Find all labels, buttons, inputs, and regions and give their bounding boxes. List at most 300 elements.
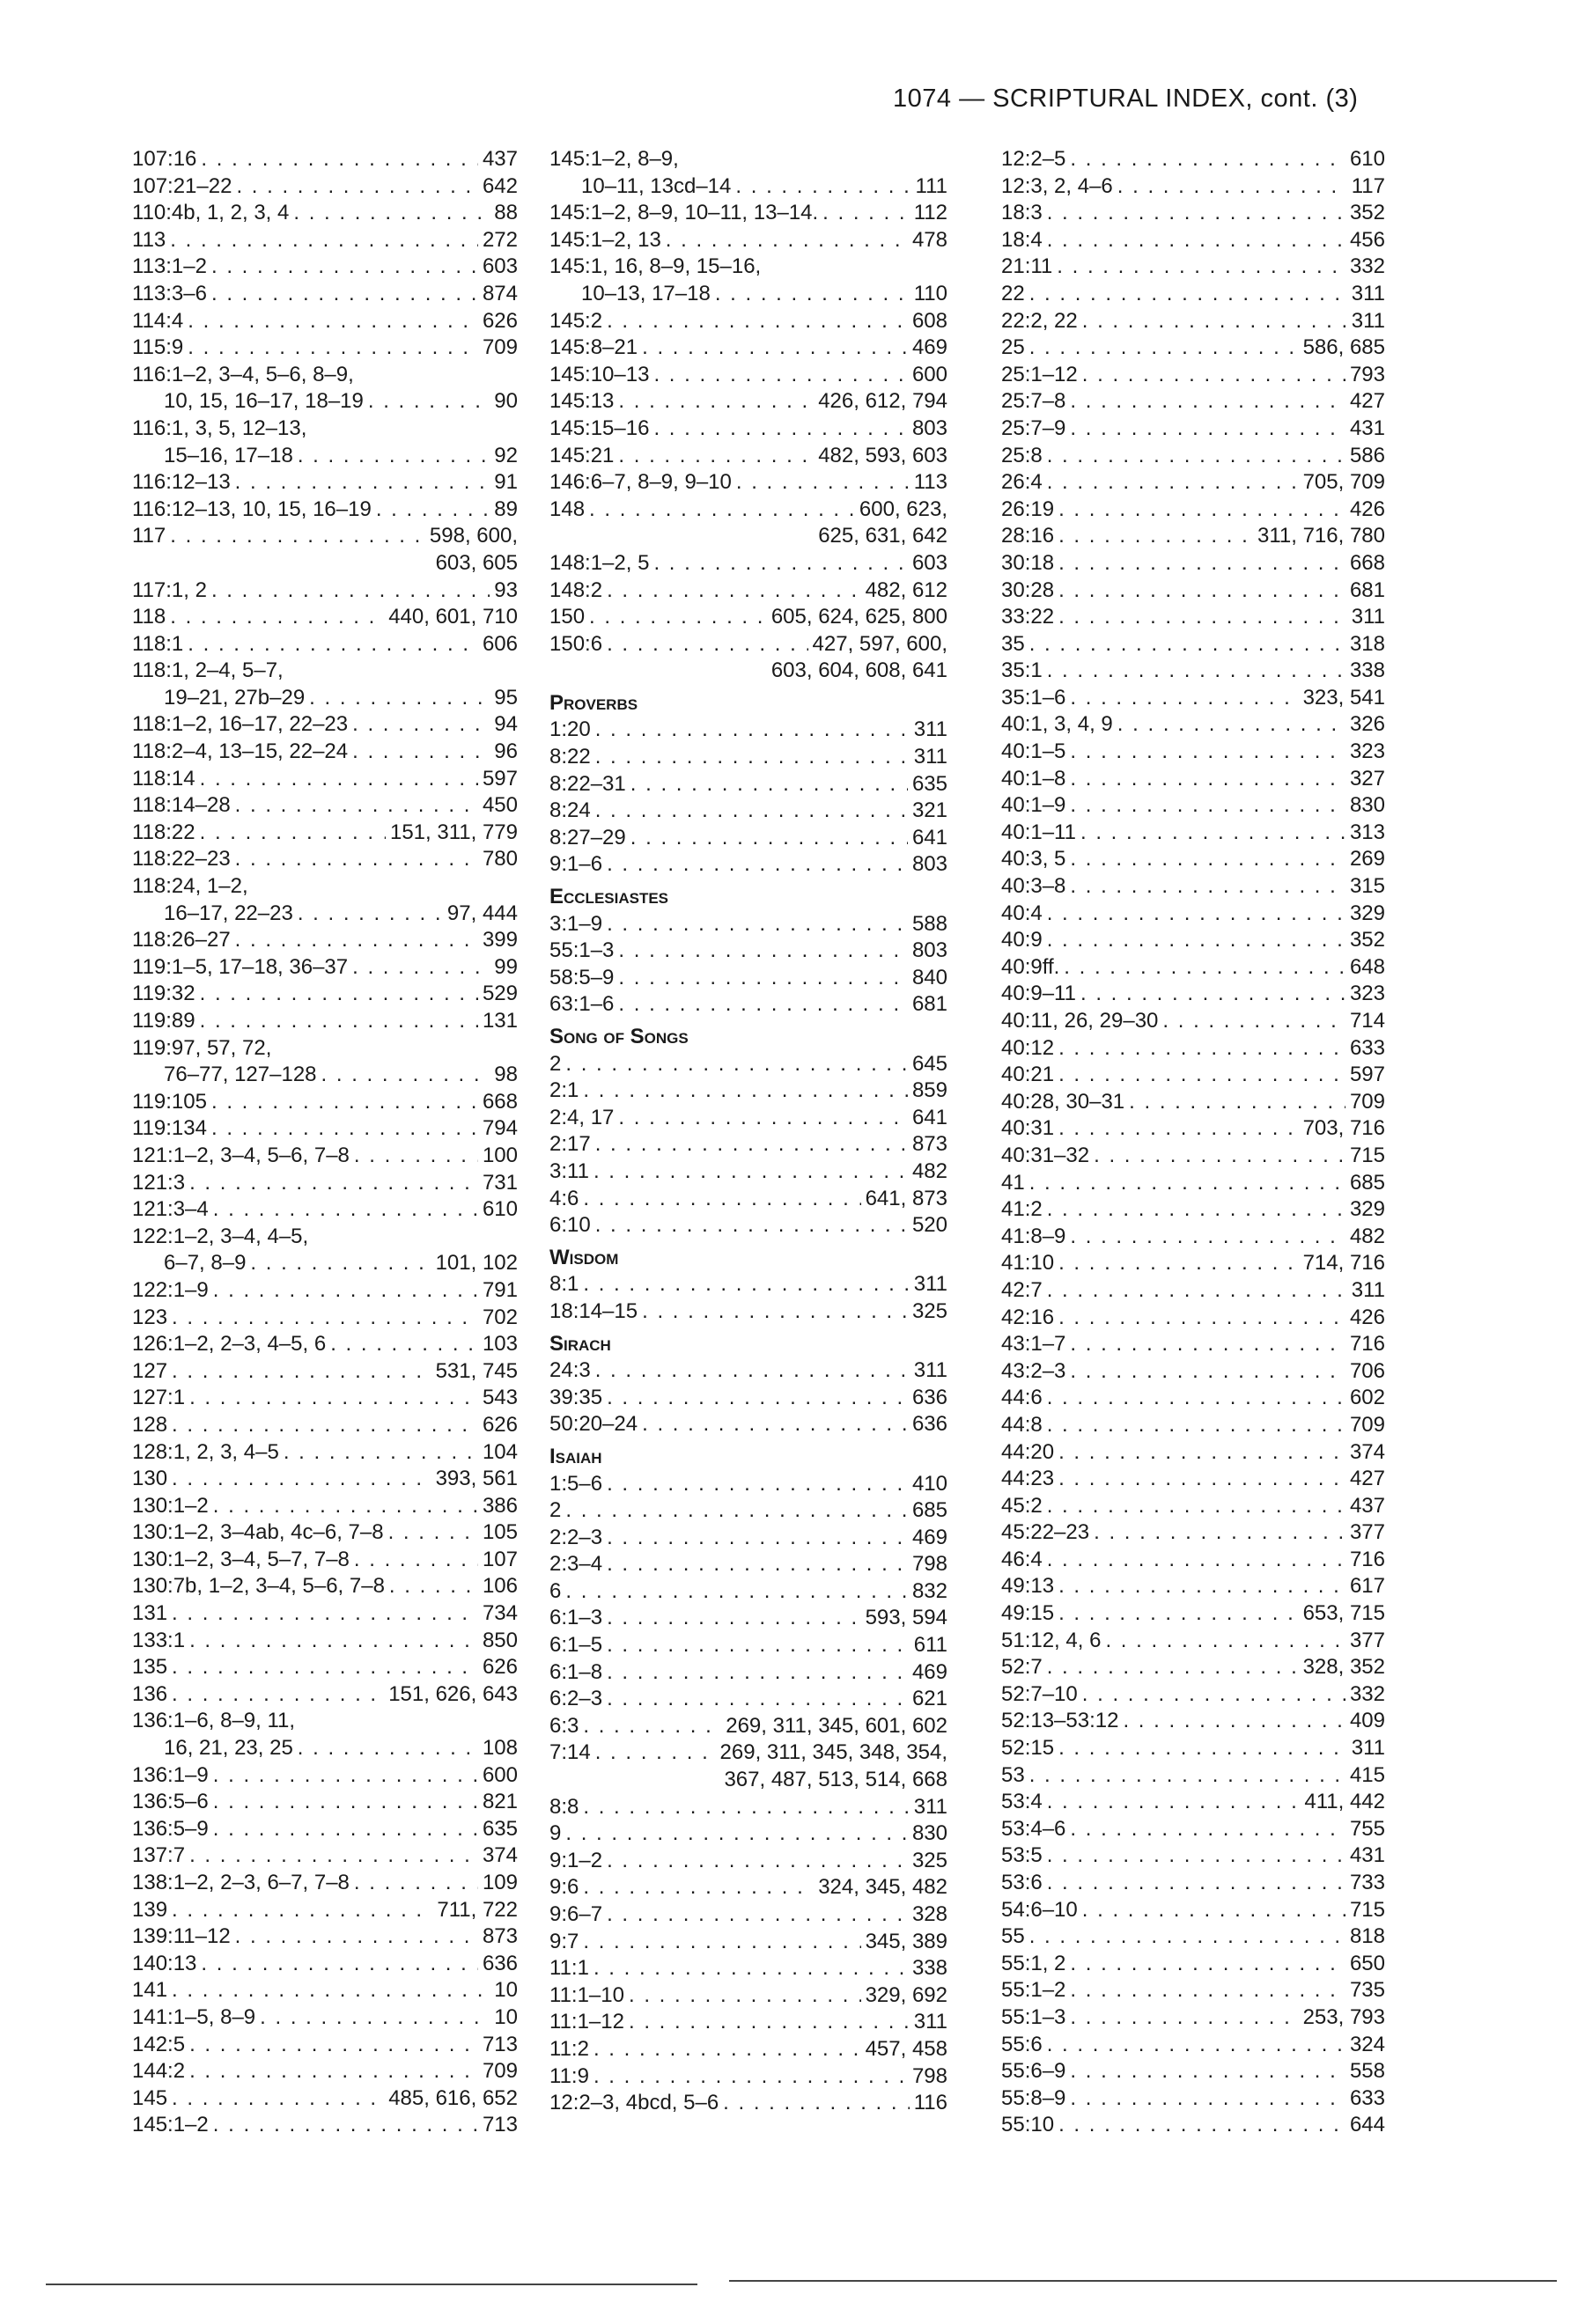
entry-pages-continuation — [549, 658, 947, 685]
entry-line — [1001, 1493, 1385, 1520]
entry-line — [549, 1357, 947, 1385]
entry-line — [1001, 2032, 1385, 2059]
entry-line — [1001, 1385, 1385, 1412]
index-entry — [1001, 954, 1385, 982]
index-entry — [132, 658, 518, 711]
dot-leader — [1047, 658, 1345, 685]
entry-continuation-line — [132, 685, 518, 712]
page-numbers: 681 — [911, 992, 947, 1017]
dot-leader — [1070, 1977, 1345, 2004]
index-entry — [549, 1982, 947, 2010]
dot-leader — [595, 1212, 908, 1239]
entry-line — [132, 200, 518, 227]
verse-reference: 118:1, 2–4, 5–7, — [132, 658, 284, 683]
verse-reference: 11:2 — [549, 2036, 589, 2061]
index-entry — [1001, 1089, 1385, 1116]
dot-leader — [666, 227, 908, 254]
entry-line — [549, 851, 947, 879]
dot-leader — [1080, 820, 1345, 847]
index-entry — [549, 2063, 947, 2091]
dot-leader — [1029, 1923, 1345, 1951]
index-entry — [132, 1842, 518, 1870]
verse-reference: 145:1–2, 8–9, — [549, 147, 679, 171]
dot-leader — [595, 1739, 716, 1767]
index-entry — [1001, 1573, 1385, 1600]
page-numbers: 830 — [911, 1821, 947, 1846]
index-entry — [1001, 1708, 1385, 1735]
page-numbers: 482 — [911, 1158, 947, 1183]
page-numbers: 338 — [911, 1956, 947, 1981]
verse-reference: 136 — [132, 1681, 168, 1706]
dot-leader — [607, 1901, 908, 1929]
index-entry — [1001, 443, 1385, 470]
entry-line — [1001, 766, 1385, 793]
verse-reference: 144:2 — [132, 2059, 186, 2084]
entry-line — [549, 965, 947, 992]
index-entry — [549, 631, 947, 685]
dot-leader — [1070, 388, 1345, 416]
index-entry — [1001, 1008, 1385, 1035]
entry-line — [549, 1158, 947, 1186]
verse-reference: 1:5–6 — [549, 1471, 603, 1496]
dot-leader — [352, 739, 490, 766]
dot-leader — [189, 2058, 478, 2085]
verse-reference: 145:1–2 — [132, 2113, 209, 2137]
verse-reference: 121:3–4 — [132, 1197, 209, 1222]
entry-line — [549, 469, 947, 496]
index-entry — [549, 771, 947, 798]
entry-line — [132, 308, 518, 335]
verse-reference: 54:6–10 — [1001, 1897, 1078, 1922]
verse-reference: 12:3, 2, 4–6 — [1001, 173, 1113, 198]
index-entry — [1001, 416, 1385, 443]
page-numbers: 626 — [482, 308, 518, 333]
index-entry — [1001, 1305, 1385, 1332]
page-numbers: 311 — [913, 1358, 947, 1383]
page-numbers: 610 — [1349, 147, 1385, 171]
index-entry — [1001, 1170, 1385, 1197]
dot-leader — [189, 1628, 478, 1655]
dot-leader — [172, 1600, 478, 1628]
entry-line — [549, 496, 947, 524]
dot-leader — [352, 954, 490, 982]
page-numbers: 832 — [911, 1578, 947, 1603]
verse-reference: 118:24, 1–2, — [132, 874, 248, 899]
dot-leader — [388, 1519, 478, 1547]
index-entry — [549, 1271, 947, 1298]
dot-leader — [1047, 1547, 1345, 1574]
entry-line — [132, 1573, 518, 1600]
page-numbers: 482, 612 — [865, 577, 947, 602]
entry-line — [1001, 1170, 1385, 1197]
entry-line — [549, 1105, 947, 1132]
index-entry — [132, 1762, 518, 1790]
index-entry — [549, 965, 947, 992]
dot-leader — [618, 965, 908, 992]
dot-leader — [250, 1250, 431, 1277]
entry-continuation-line — [132, 901, 518, 928]
index-entry — [549, 1105, 947, 1132]
dot-leader — [213, 1277, 478, 1305]
verse-reference: 25:1–12 — [1001, 362, 1078, 386]
verse-reference: 40:21 — [1001, 1063, 1055, 1087]
page-numbers: 681 — [1349, 577, 1385, 602]
dot-leader — [607, 1686, 908, 1713]
index-entry — [1001, 1547, 1385, 1574]
dot-leader — [723, 2090, 910, 2117]
entry-line — [132, 1224, 518, 1251]
verse-reference: 127:1 — [132, 1386, 186, 1410]
page-numbers: 99 — [494, 954, 518, 979]
index-entry — [549, 604, 947, 631]
verse-reference: 50:20–24 — [549, 1412, 638, 1437]
verse-reference: 136:1–6, 8–9, 11, — [132, 1709, 296, 1733]
page-numbers: 415 — [1349, 1762, 1385, 1787]
dot-leader — [565, 1497, 908, 1525]
verse-reference: 40:9ff. — [1001, 954, 1060, 979]
verse-reference: 121:3 — [132, 1170, 186, 1195]
index-entry — [549, 744, 947, 771]
verse-reference: 45:22–23 — [1001, 1520, 1090, 1545]
page-numbers: 709 — [482, 335, 518, 360]
page-numbers: 338 — [1349, 658, 1385, 683]
page-numbers: 325 — [911, 1848, 947, 1872]
entry-line — [549, 1471, 947, 1498]
verse-reference: 44:23 — [1001, 1467, 1055, 1491]
page-numbers: 469 — [911, 1659, 947, 1684]
index-entry — [1001, 711, 1385, 739]
verse-reference: 2:2–3 — [549, 1525, 603, 1549]
index-entry — [1001, 685, 1385, 712]
entry-line — [549, 825, 947, 852]
verse-reference: 6 — [549, 1578, 562, 1603]
entry-line — [549, 1077, 947, 1105]
dot-leader — [172, 1897, 432, 1924]
page-numbers: 641 — [911, 1105, 947, 1129]
index-entry — [549, 825, 947, 852]
page-numbers: 88 — [494, 201, 518, 225]
dot-leader — [1047, 1277, 1347, 1305]
page-numbers: 323 — [1349, 982, 1385, 1006]
dot-leader — [1070, 846, 1345, 873]
entry-line — [1001, 227, 1385, 254]
index-entry — [132, 739, 518, 766]
entry-line — [1001, 1008, 1385, 1035]
index-entry — [1001, 792, 1385, 820]
entry-line — [132, 873, 518, 901]
index-entry — [132, 416, 518, 469]
verse-reference: 53:4–6 — [1001, 1816, 1066, 1841]
page-numbers: 437 — [482, 147, 518, 171]
entry-line — [1001, 1762, 1385, 1790]
entry-line — [132, 1816, 518, 1843]
dot-leader — [1082, 362, 1345, 389]
verse-reference: 113:3–6 — [132, 281, 207, 305]
entry-line — [549, 1713, 947, 1740]
dot-leader — [653, 550, 908, 577]
page-numbers: 329 — [1349, 901, 1385, 925]
index-entry — [549, 1525, 947, 1552]
dot-leader — [172, 1358, 431, 1386]
index-entry — [1001, 1412, 1385, 1439]
page-numbers: 98 — [494, 1063, 518, 1087]
verse-reference: 25:7–9 — [1001, 416, 1066, 440]
dot-leader — [213, 1196, 478, 1224]
index-entry — [549, 1686, 947, 1713]
index-entry — [1001, 631, 1385, 658]
page-numbers: 10 — [494, 1978, 518, 2003]
dot-leader — [172, 2085, 384, 2113]
dot-leader — [1070, 2004, 1298, 2032]
page-numbers: 105 — [482, 1520, 518, 1545]
verse-reference: 10, 15, 16–17, 18–19 — [164, 389, 364, 414]
verse-reference: 49:15 — [1001, 1601, 1055, 1626]
page-numbers: 793 — [1349, 362, 1385, 386]
verse-reference: 6:1–8 — [549, 1659, 603, 1684]
dot-leader — [653, 362, 908, 389]
entry-continuation-line — [132, 388, 518, 416]
entry-line — [132, 2032, 518, 2059]
page-numbers: 324, 345, 482 — [818, 1875, 947, 1900]
page-numbers: 803 — [911, 938, 947, 963]
dot-leader — [583, 1874, 814, 1901]
entry-line — [132, 1196, 518, 1224]
index-entry — [132, 1977, 518, 2004]
entry-line — [132, 1466, 518, 1493]
verse-reference: 8:22 — [549, 745, 591, 769]
verse-reference: 142:5 — [132, 2032, 186, 2056]
verse-reference: 16–17, 22–23 — [164, 901, 293, 925]
entry-line — [132, 820, 518, 847]
verse-reference: 130:1–2, 3–4, 5–7, 7–8 — [132, 1547, 350, 1571]
verse-reference: 41:8–9 — [1001, 1224, 1066, 1248]
entry-line — [132, 496, 518, 524]
dot-leader — [565, 1051, 908, 1078]
entry-line — [132, 1870, 518, 1897]
verse-reference: 119:89 — [132, 1009, 195, 1033]
entry-line — [1001, 308, 1385, 335]
verse-reference: 6:2–3 — [549, 1687, 603, 1711]
index-entry — [549, 227, 947, 254]
index-entry — [132, 604, 518, 631]
page-numbers: 798 — [911, 2063, 947, 2088]
page-numbers: 116 — [913, 2091, 947, 2115]
entry-line — [1001, 1628, 1385, 1655]
page-numbers: 110 — [913, 281, 947, 305]
page-numbers: 650 — [1349, 1951, 1385, 1975]
page-numbers: 714 — [1349, 1009, 1385, 1033]
entry-line — [132, 1170, 518, 1197]
entry-line — [549, 1874, 947, 1901]
index-entry — [549, 1411, 947, 1438]
index-entry — [132, 2112, 518, 2139]
index-entry — [132, 1870, 518, 1897]
page-numbers: 641 — [911, 825, 947, 849]
index-entry — [549, 851, 947, 879]
index-entry — [132, 146, 518, 173]
entry-line — [1001, 1466, 1385, 1493]
index-entry — [132, 1573, 518, 1600]
page-numbers: 715 — [1349, 1897, 1385, 1922]
entry-line — [549, 254, 947, 281]
page-numbers: 311 — [913, 717, 947, 742]
page-numbers: 482, 593, 603 — [818, 443, 947, 467]
index-entry — [132, 1654, 518, 1681]
dot-leader — [1070, 416, 1345, 443]
dot-leader — [822, 200, 910, 227]
dot-leader — [583, 1794, 909, 1821]
entry-line — [1001, 1951, 1385, 1978]
dot-leader — [188, 631, 478, 658]
dot-leader — [1070, 739, 1345, 766]
dot-leader — [172, 1305, 478, 1332]
page-numbers: 90 — [494, 389, 518, 414]
index-entry — [549, 1051, 947, 1078]
verse-reference: 3:11 — [549, 1158, 589, 1183]
verse-reference: 116:1–2, 3–4, 5–6, 8–9, — [132, 362, 354, 386]
entry-line — [1001, 254, 1385, 281]
dot-leader — [189, 2032, 478, 2059]
entry-line — [132, 1143, 518, 1170]
footer-rule-right — [729, 2280, 1557, 2282]
page-numbers: 311 — [1351, 281, 1385, 305]
verse-reference: 46:4 — [1001, 1547, 1043, 1571]
entry-line — [549, 798, 947, 825]
verse-reference: 52:15 — [1001, 1736, 1055, 1761]
index-entry — [1001, 281, 1385, 308]
dot-leader — [629, 1982, 861, 2010]
verse-reference: 119:32 — [132, 982, 195, 1006]
entry-line — [132, 1089, 518, 1116]
index-entry — [132, 846, 518, 873]
dot-leader — [1070, 1224, 1345, 1251]
index-entry — [132, 523, 518, 577]
index-entry — [549, 388, 947, 416]
verse-reference: 2 — [549, 1051, 562, 1076]
dot-leader — [170, 604, 384, 631]
entry-line — [132, 792, 518, 820]
dot-leader — [352, 711, 490, 739]
index-entry — [1001, 820, 1385, 847]
page-numbers: 440, 601, 710 — [388, 605, 518, 629]
dot-leader — [213, 1493, 478, 1520]
page-numbers: 597 — [482, 766, 518, 791]
entry-line — [549, 1955, 947, 1982]
dot-leader — [1162, 1008, 1345, 1035]
page-numbers: 529 — [482, 982, 518, 1006]
index-entry — [132, 469, 518, 496]
entry-line — [1001, 388, 1385, 416]
dot-leader — [607, 577, 861, 605]
page-numbers: 104 — [482, 1439, 518, 1464]
page-numbers: 427 — [1349, 389, 1385, 414]
dot-leader — [1058, 550, 1345, 577]
dot-leader — [565, 1820, 908, 1848]
entry-line — [549, 200, 947, 227]
dot-leader — [607, 1848, 908, 1875]
entry-line — [549, 577, 947, 605]
dot-leader — [1117, 711, 1345, 739]
verse-reference: 118 — [132, 605, 166, 629]
dot-leader — [1080, 981, 1345, 1008]
book-heading: Isaiah — [549, 1444, 602, 1468]
verse-reference: 115:9 — [132, 335, 184, 360]
verse-reference: 6:1–5 — [549, 1633, 603, 1658]
index-entry — [1001, 1062, 1385, 1089]
verse-reference: 55:8–9 — [1001, 2085, 1066, 2110]
verse-reference: 40:12 — [1001, 1035, 1055, 1060]
index-entry — [549, 1739, 947, 1793]
index-entry — [132, 1439, 518, 1467]
page-numbers: 706 — [1349, 1358, 1385, 1383]
verse-reference: 118:22 — [132, 820, 195, 844]
dot-leader — [1129, 1089, 1345, 1116]
verse-reference: 119:134 — [132, 1116, 207, 1141]
index-entry — [549, 2009, 947, 2036]
page-numbers: 520 — [911, 1213, 947, 1238]
index-entry — [549, 2036, 947, 2063]
verse-reference: 40:1–9 — [1001, 793, 1066, 818]
entry-line — [549, 604, 947, 631]
dot-leader — [653, 416, 908, 443]
index-entry — [132, 1035, 518, 1089]
verse-reference: 18:4 — [1001, 227, 1043, 252]
dot-leader — [1064, 954, 1345, 982]
page-numbers: 374 — [1349, 1439, 1385, 1464]
page-numbers: 586, 685 — [1302, 335, 1385, 360]
dot-leader — [1058, 1573, 1345, 1600]
dot-leader — [1082, 1681, 1345, 1709]
verse-reference: 117 — [132, 524, 166, 548]
verse-reference: 118:1–2, 16–17, 22–23 — [132, 712, 349, 737]
verse-reference: 40:31 — [1001, 1116, 1055, 1141]
verse-reference: 9:6 — [549, 1875, 579, 1900]
verse-reference: 25:7–8 — [1001, 389, 1066, 414]
verse-reference: 8:8 — [549, 1794, 579, 1819]
page-numbers: 558 — [1349, 2059, 1385, 2084]
index-entry — [132, 1466, 518, 1493]
dot-leader — [618, 443, 814, 470]
index-entry — [549, 1659, 947, 1687]
verse-reference: 118:2–4, 13–15, 22–24 — [132, 739, 349, 764]
verse-reference: 42:16 — [1001, 1305, 1055, 1329]
page-numbers: 431 — [1349, 416, 1385, 440]
dot-leader — [595, 717, 910, 744]
verse-reference: 40:1–8 — [1001, 766, 1066, 791]
page-numbers: 636 — [911, 1412, 947, 1437]
page-numbers: 117 — [1351, 173, 1385, 198]
entry-line — [1001, 1600, 1385, 1628]
entry-line — [1001, 1250, 1385, 1277]
entry-line — [132, 173, 518, 201]
index-entry — [132, 711, 518, 739]
dot-leader — [607, 631, 807, 658]
verse-reference: 118:26–27 — [132, 928, 231, 952]
index-entry — [1001, 2085, 1385, 2113]
verse-reference: 49:13 — [1001, 1574, 1055, 1599]
entry-line — [549, 1578, 947, 1606]
verse-reference: 128:1, 2, 3, 4–5 — [132, 1439, 279, 1464]
dot-leader — [201, 1951, 478, 1978]
index-entry — [132, 1170, 518, 1197]
entry-pages-continuation — [549, 523, 947, 550]
page-numbers: 97, 444 — [446, 901, 518, 925]
index-entry — [132, 1115, 518, 1143]
verse-reference: 3:1–9 — [549, 911, 603, 936]
verse-reference: 51:12, 4, 6 — [1001, 1628, 1102, 1652]
index-entry — [132, 1008, 518, 1035]
page-numbers: 735 — [1349, 1978, 1385, 2003]
